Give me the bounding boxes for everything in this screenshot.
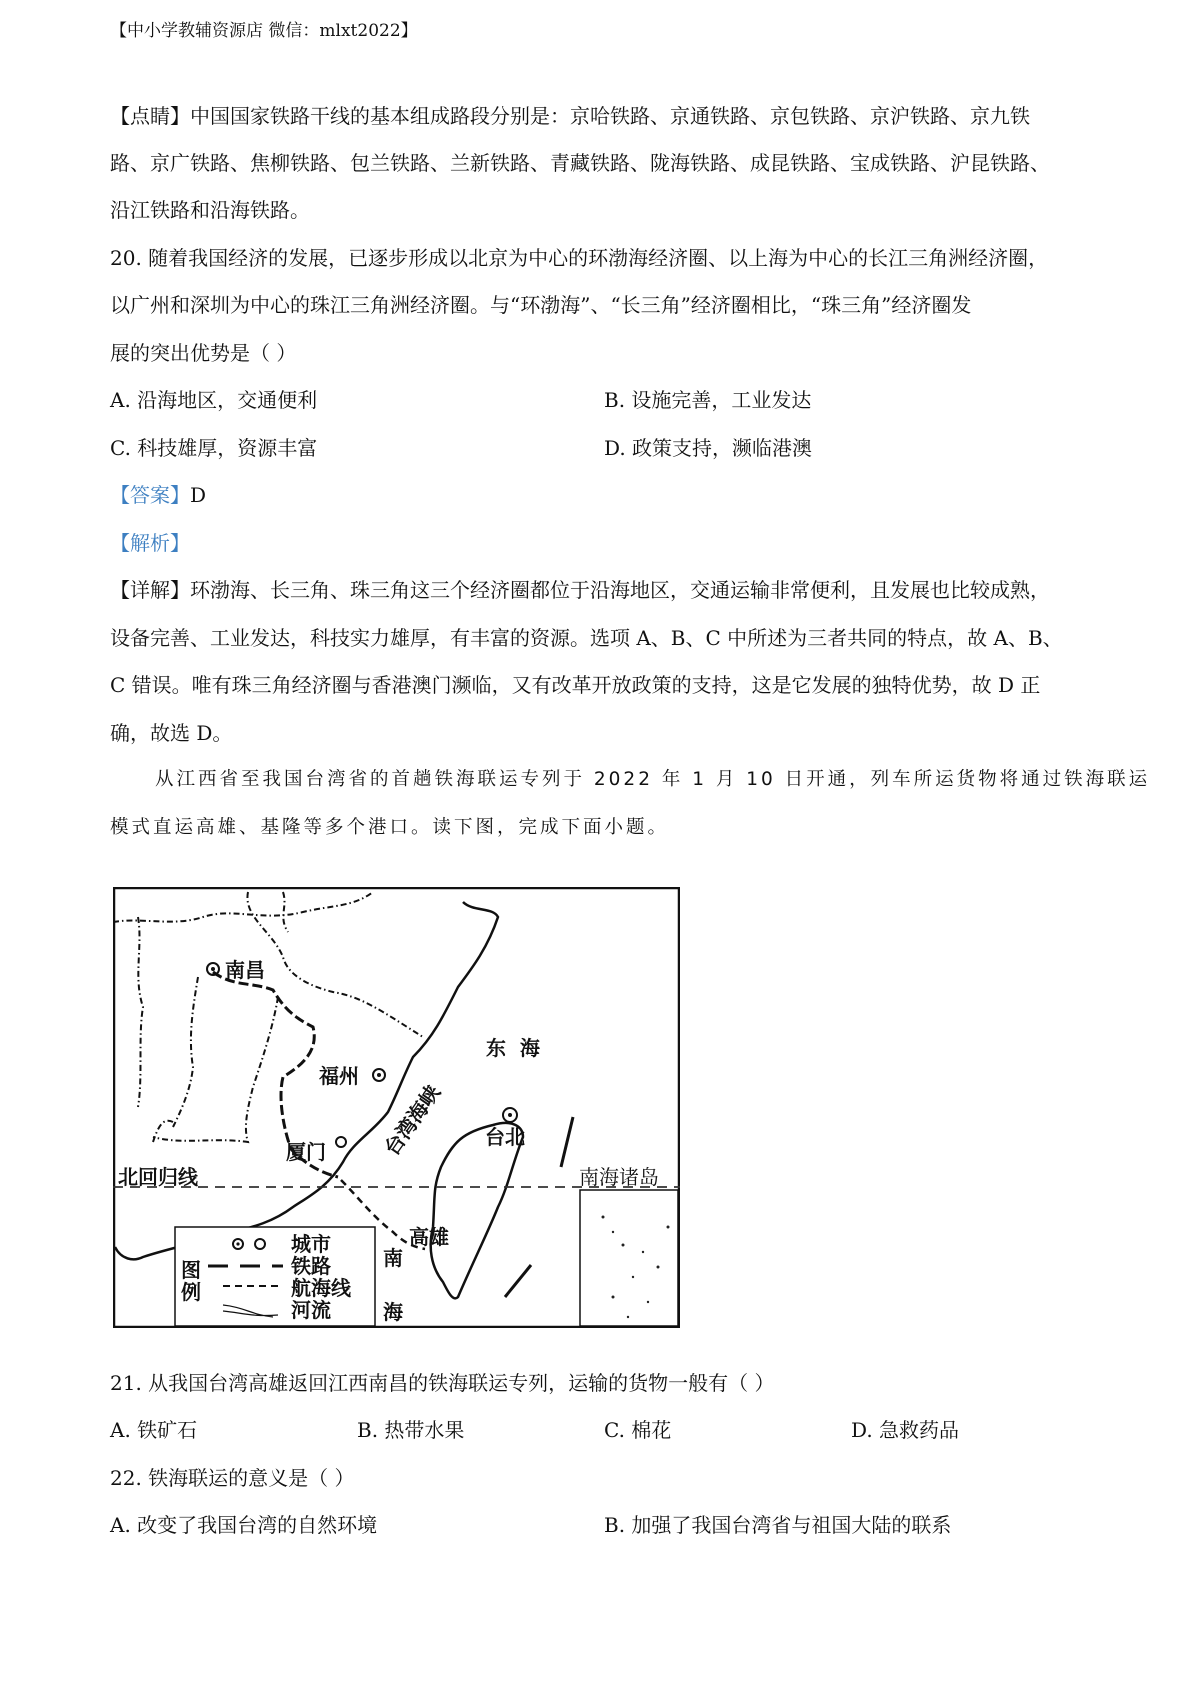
q22-option-a: A. 改变了我国台湾的自然环境 xyxy=(110,1513,378,1537)
label-south-sea-islands: 南海诸岛 xyxy=(579,1165,659,1189)
q20-stem-1: 20. 随着我国经济的发展，已逐步形成以北京为中心的环渤海经济圈、以上海为中心的长江三角洲经济圈， xyxy=(110,246,1049,270)
detail-label: 【详解】 xyxy=(110,578,190,602)
q20-stem-2: 以广州和深圳为中心的珠江三角洲经济圈。与“环渤海”、“长三角”经济圈相比，“珠三角”经济圈发 xyxy=(110,293,972,317)
rail-sea-transport-map xyxy=(113,887,680,1328)
dianjing-line-3: 沿江铁路和沿海铁路。 xyxy=(110,198,310,222)
detail-line-2: 设备完善、工业发达，科技实力雄厚，有丰富的资源。选项 A、B、C 中所述为三者共同的特点，故 A、B、 xyxy=(110,626,1063,650)
dianjing-label: 【点睛】 xyxy=(110,104,190,128)
legend-title-1: 图 xyxy=(181,1258,201,1282)
legend-river: 河流 xyxy=(291,1298,331,1322)
legend-city: 城市 xyxy=(291,1232,331,1256)
q20-stem-3: 展的突出优势是（ ） xyxy=(110,341,297,365)
dianjing-line-2: 路、京广铁路、焦柳铁路、包兰铁路、兰新铁路、青藏铁路、陇海铁路、成昆铁路、宝成铁路、沪昆铁路、 xyxy=(110,151,1050,175)
label-hai: 海 xyxy=(383,1300,403,1324)
q20-option-c: C. 科技雄厚，资源丰富 xyxy=(110,436,318,460)
answer-value: D xyxy=(190,483,207,507)
label-fuzhou: 福州 xyxy=(319,1064,359,1088)
passage-line-2: 模式直运高雄、基隆等多个港口。读下图，完成下面小题。 xyxy=(110,817,670,838)
q21-stem: 21. 从我国台湾高雄返回江西南昌的铁海联运专列，运输的货物一般有（ ） xyxy=(110,1371,775,1395)
legend-railway: 铁路 xyxy=(291,1254,331,1278)
dianjing-text: 中国国家铁路干线的基本组成路段分别是：京哈铁路、京通铁路、京包铁路、京沪铁路、京九铁 xyxy=(190,104,1030,128)
q20-option-d: D. 政策支持，濒临港澳 xyxy=(604,436,813,460)
page-header: 【中小学教辅资源店 微信：mlxt2022】 xyxy=(110,21,418,41)
q20-answer xyxy=(110,482,206,508)
q22-stem: 22. 铁海联运的意义是（ ） xyxy=(110,1466,355,1490)
detail-line-3: C 错误。唯有珠三角经济圈与香港澳门濒临，又有改革开放政策的支持，这是它发展的独特优势，故 D 正 xyxy=(110,673,1041,697)
passage-line-1: 从江西省至我国台湾省的首趟铁海联运专列于 2022 年 1 月 10 日开通，列车所运货物将通过铁海联运 xyxy=(155,769,1151,790)
analysis-label: 【解析】 xyxy=(110,531,190,555)
south-sea-inset xyxy=(580,1190,678,1326)
label-xiamen: 厦门 xyxy=(286,1140,326,1164)
detail-line-1 xyxy=(110,577,1050,603)
detail-text: 环渤海、长三角、珠三角这三个经济圈都位于沿海地区，交通运输非常便利，且发展也比较成熟， xyxy=(190,578,1050,602)
label-nanchang: 南昌 xyxy=(225,958,265,982)
label-nan: 南 xyxy=(383,1246,403,1270)
legend-shipping: 航海线 xyxy=(291,1276,351,1300)
q21-option-b: B. 热带水果 xyxy=(357,1418,465,1442)
detail-line-4: 确，故选 D。 xyxy=(110,721,233,745)
label-donghai: 东 海 xyxy=(486,1036,540,1060)
dianjing-line-1 xyxy=(110,103,1030,129)
label-tropic-of-cancer: 北回归线 xyxy=(118,1165,198,1189)
q21-option-a: A. 铁矿石 xyxy=(110,1418,198,1442)
label-taibei: 台北 xyxy=(485,1125,525,1149)
answer-label: 【答案】 xyxy=(110,483,190,507)
q20-option-a: A. 沿海地区，交通便利 xyxy=(110,388,318,412)
legend-title-2: 例 xyxy=(181,1280,201,1304)
label-taiwan-strait: 台湾海峡 xyxy=(379,1080,445,1160)
q20-option-b: B. 设施完善，工业发达 xyxy=(604,388,812,412)
label-gaoxiong: 高雄 xyxy=(409,1225,449,1249)
q21-option-c: C. 棉花 xyxy=(604,1418,672,1442)
q21-option-d: D. 急救药品 xyxy=(851,1418,960,1442)
q22-option-b: B. 加强了我国台湾省与祖国大陆的联系 xyxy=(604,1513,952,1537)
